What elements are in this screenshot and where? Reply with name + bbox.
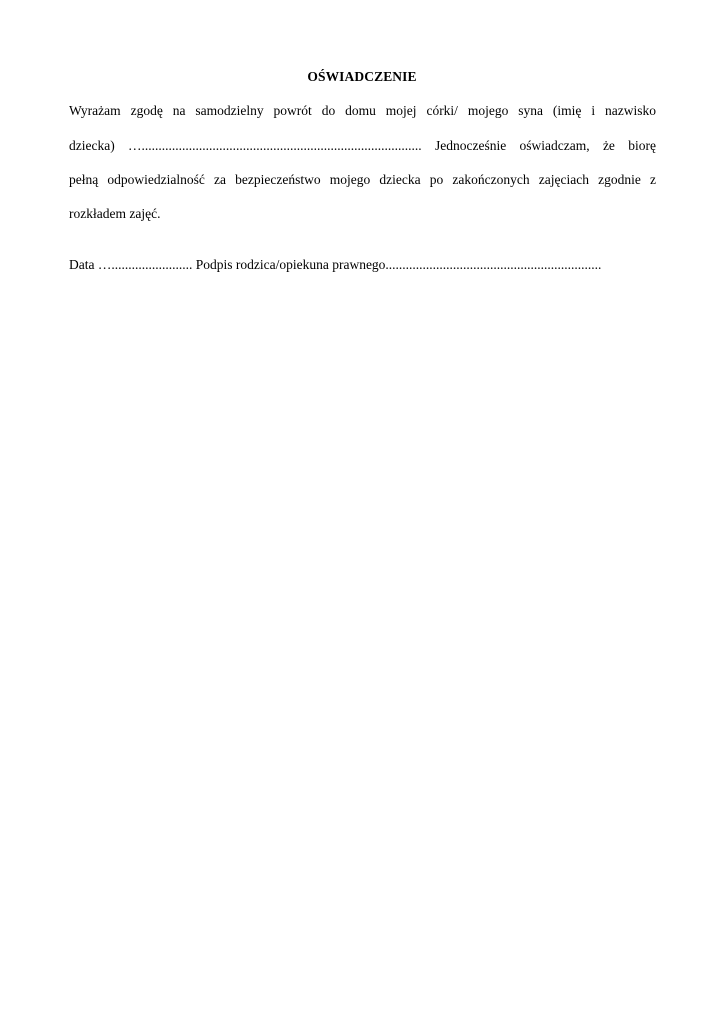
body-line-3: pełną odpowiedzialność za bezpieczeństwo mojego dziecka po zakończonych zajęciach zgodnie z [69,172,656,187]
document-title: OŚWIADCZENIE [307,69,417,84]
body-line-1: Wyrażam zgodę na samodzielny powrót do domu mojej córki/ mojego syna (imię i nazwisko [69,103,656,118]
body-line-2: dziecka) …................................................................................... Jednocześnie oświadczam, że biorę [69,138,656,153]
body-line-4: rozkładem zajęć. [69,206,161,221]
signature-line: Data …........................ Podpis rodzica/opiekuna prawnego................................................................ [69,257,602,272]
